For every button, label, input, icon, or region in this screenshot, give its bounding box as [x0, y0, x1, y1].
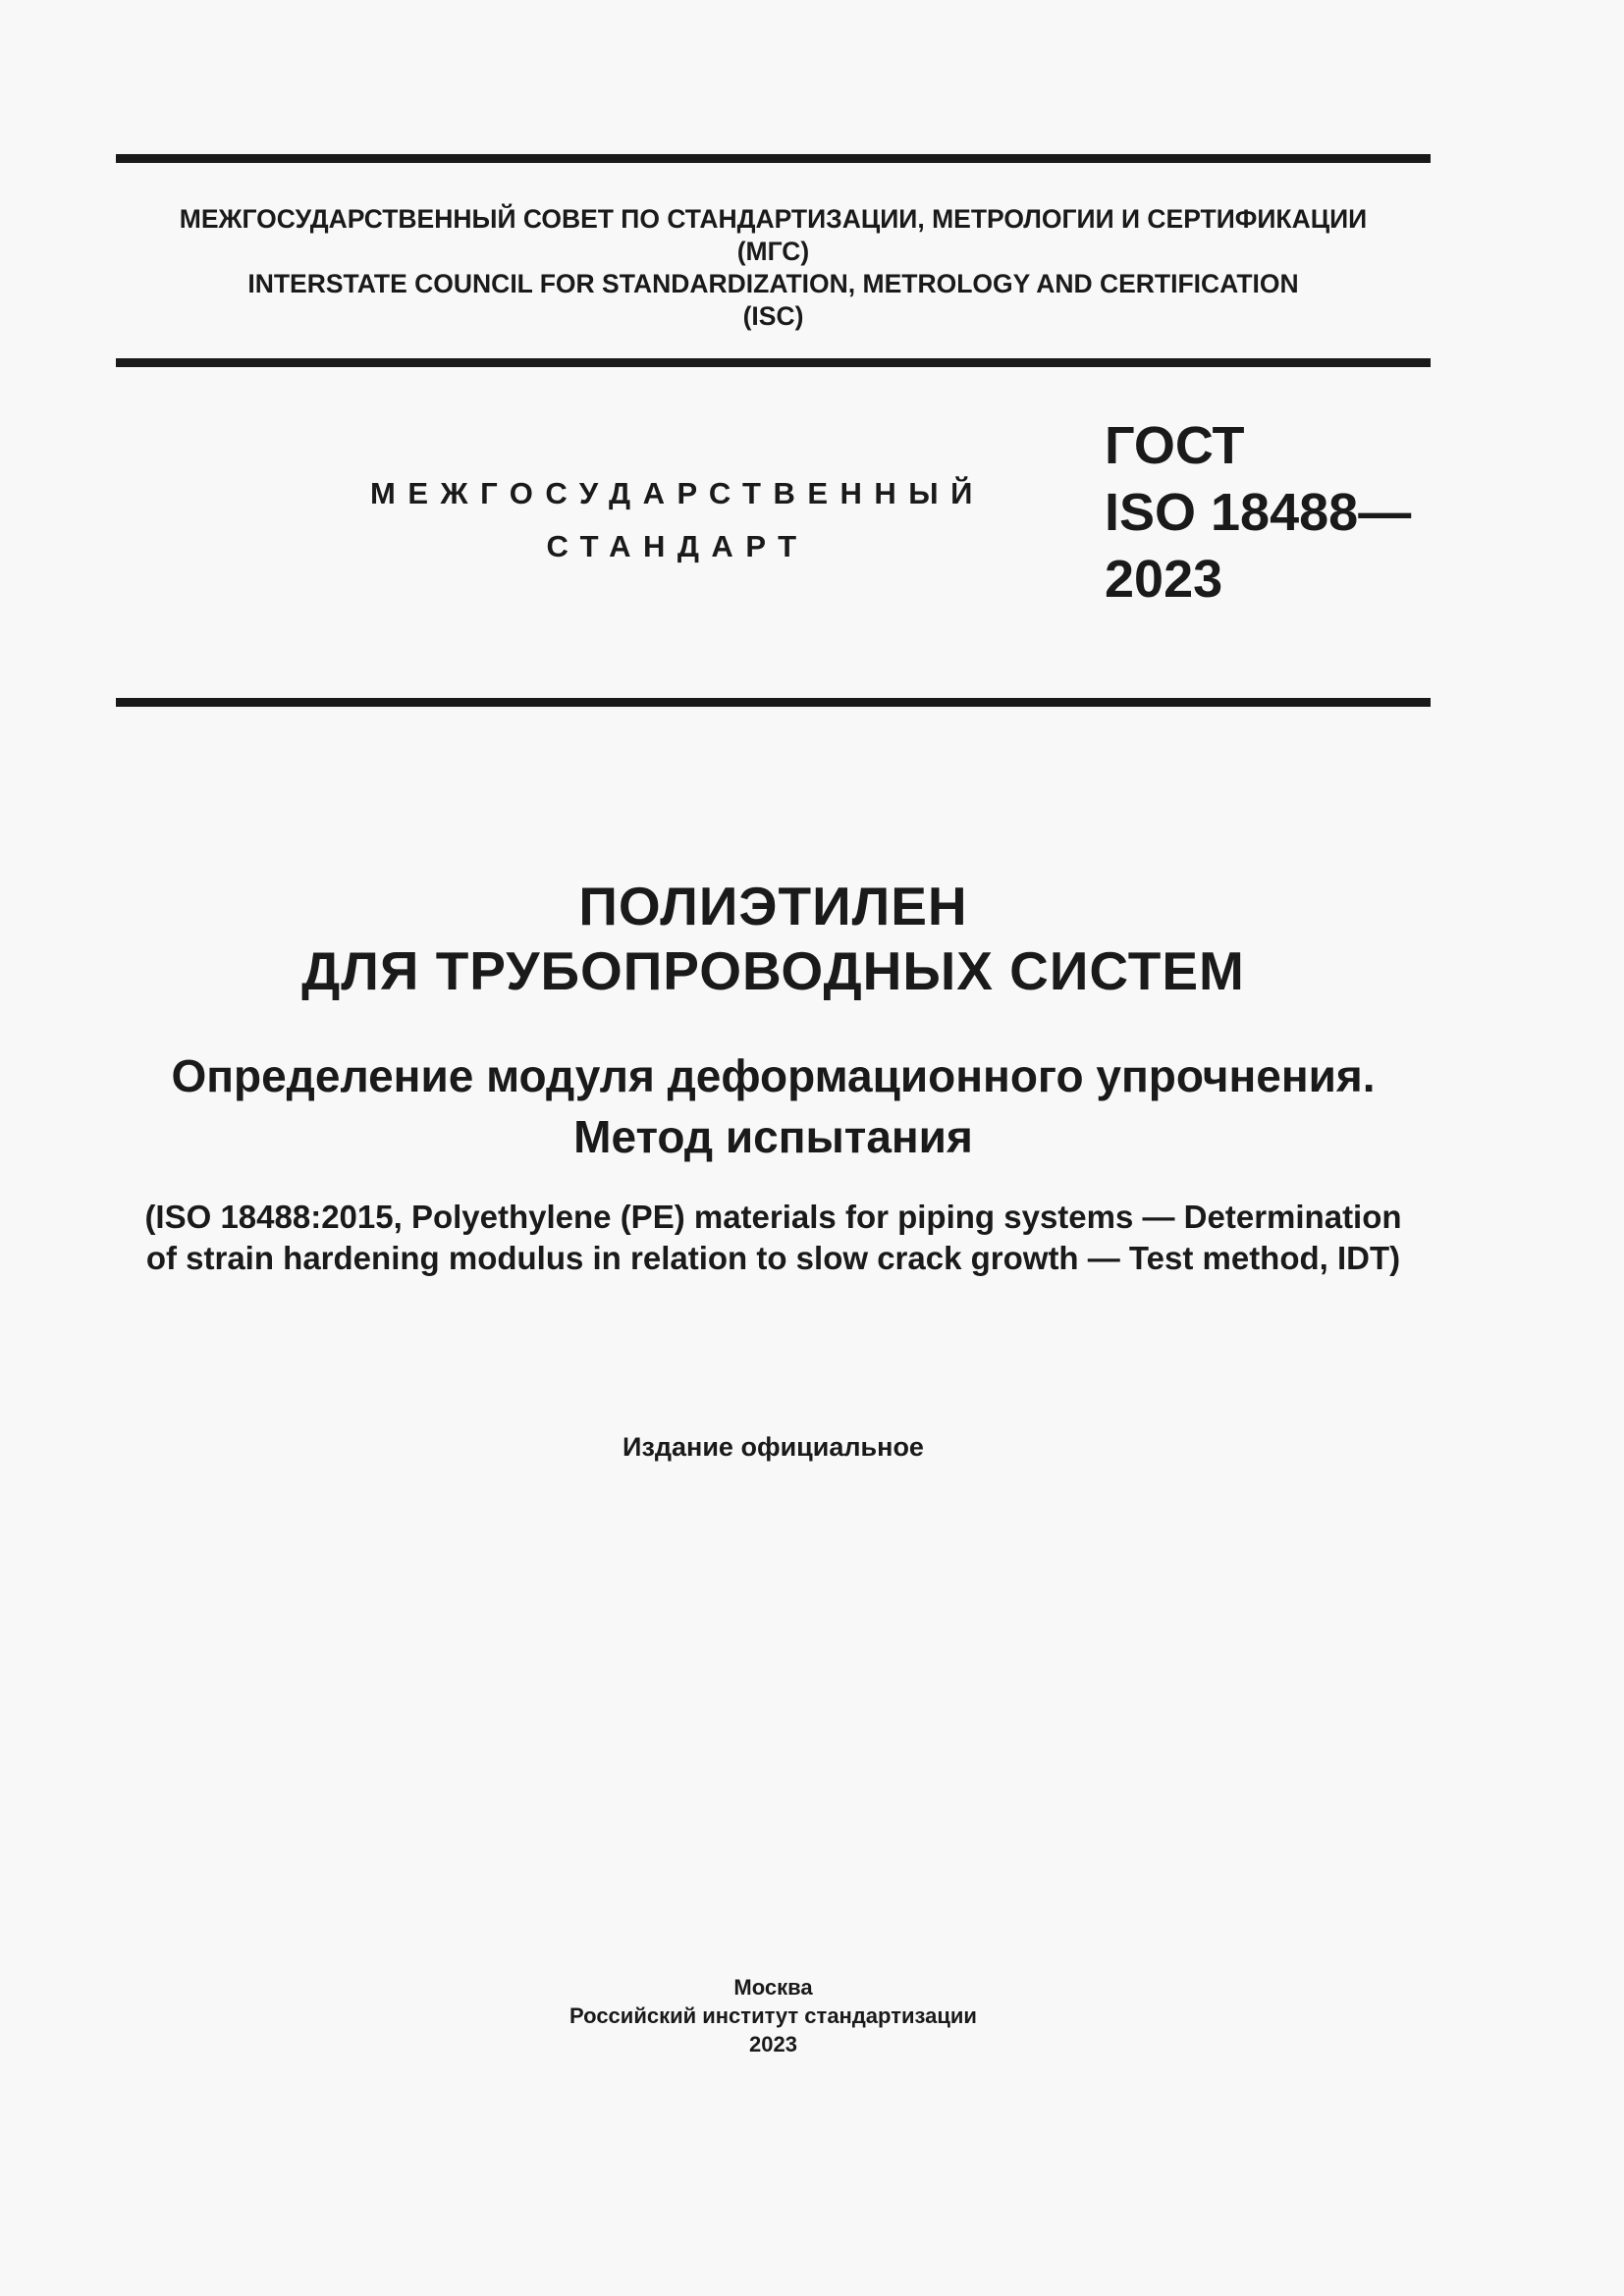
imprint-year: 2023 — [749, 2032, 797, 2056]
designation-bottom-rule — [116, 698, 1431, 707]
subtitle-line2: Метод испытания — [573, 1111, 973, 1162]
standard-type-line1: МЕЖГОСУДАРСТВЕННЫЙ — [370, 476, 985, 510]
edition-label: Издание официальное — [623, 1432, 924, 1462]
title-line1: ПОЛИЭТИЛЕН — [578, 876, 968, 936]
council-ru-abbr: (МГС) — [736, 237, 810, 266]
standard-designation — [1105, 412, 1411, 613]
council-en-abbr: (ISC) — [742, 301, 804, 331]
imprint-city: Москва — [733, 1975, 813, 2000]
designation-line1: ГОСТ — [1105, 416, 1245, 475]
top-rule — [116, 154, 1431, 163]
council-en-name: INTERSTATE COUNCIL FOR STANDARDIZATION, METROLOGY AND CERTIFICATION — [247, 269, 1299, 298]
imprint-publisher: Российский институт стандартизации — [569, 2003, 977, 2028]
title-line2: ДЛЯ ТРУБОПРОВОДНЫХ СИСТЕМ — [301, 940, 1245, 1001]
standard-type-line2: СТАНДАРТ — [546, 529, 809, 563]
subtitle-line1: Определение модуля деформационного упрочнения. — [171, 1050, 1376, 1101]
council-bottom-rule — [116, 358, 1431, 367]
document-title — [116, 874, 1431, 1003]
document-subtitle — [98, 1045, 1448, 1167]
publisher-imprint — [116, 1973, 1431, 2058]
council-ru-name: МЕЖГОСУДАРСТВЕННЫЙ СОВЕТ ПО СТАНДАРТИЗАЦИИ, МЕТРОЛОГИИ И СЕРТИФИКАЦИИ — [179, 204, 1368, 234]
designation-line3: 2023 — [1105, 550, 1223, 609]
iso-reference-line2: of strain hardening modulus in relation to slow crack growth — Test method, IDT) — [145, 1240, 1401, 1276]
designation-line2: ISO 18488— — [1105, 483, 1412, 542]
standard-type-label — [295, 467, 1060, 573]
iso-reference — [98, 1197, 1448, 1279]
iso-reference-line1: (ISO 18488:2015, Polyethylene (PE) materials for piping systems — Determination — [144, 1199, 1402, 1235]
council-header — [116, 203, 1431, 333]
